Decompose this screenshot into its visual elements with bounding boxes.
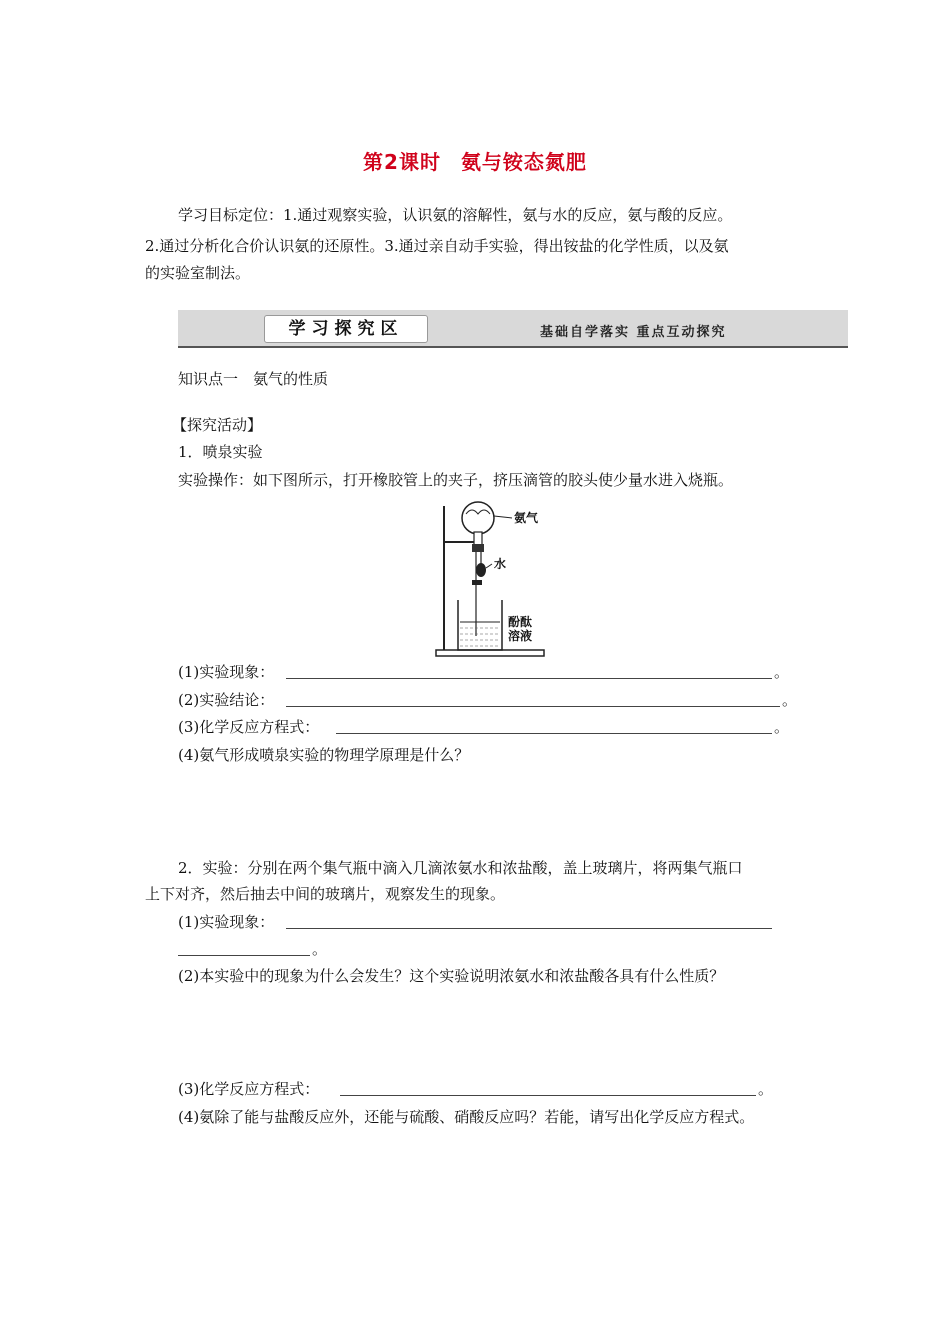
fountain-apparatus-figure <box>430 500 560 660</box>
item1-q1: (1)实验现象： <box>178 663 275 681</box>
end-mark-2: 。 <box>782 691 798 709</box>
label-phenolphthalein-2: 溶液 <box>508 629 533 643</box>
answer-line-4[interactable] <box>286 928 772 929</box>
title-lesson: 第2课时 <box>363 150 441 174</box>
objectives-line-2: 2.通过分析化合价认识氨的还原性。3.通过亲自动手实验，得出铵盐的化学性质，以及氨 <box>145 237 729 255</box>
title-topic: 氨与铵态氮肥 <box>460 150 587 174</box>
objectives-line-1: 学习目标定位：1.通过观察实验，认识氨的溶解性，氨与水的反应，氨与酸的反应。 <box>178 206 733 224</box>
section-title: 知识点一 氨气的性质 <box>178 370 329 388</box>
answer-line-5[interactable] <box>178 955 310 956</box>
item2-q4: (4)氨除了能与盐酸反应外，还能与硫酸、硝酸反应吗？若能，请写出化学反应方程式。 <box>178 1108 755 1126</box>
objectives-line-3: 的实验室制法。 <box>145 264 251 282</box>
item2-line-2: 上下对齐，然后抽去中间的玻璃片，观察发生的现象。 <box>145 885 506 903</box>
item1-q2: (2)实验结论： <box>178 691 275 709</box>
end-mark-5: 。 <box>758 1080 774 1098</box>
item1-heading: 1．喷泉实验 <box>178 443 263 461</box>
banner-subtitle: 基础自学落实 重点互动探究 <box>540 325 727 340</box>
activity-label: 【探究活动】 <box>172 416 263 434</box>
end-mark-3: 。 <box>774 718 790 736</box>
item2-q1: (1)实验现象： <box>178 913 275 931</box>
answer-line-2[interactable] <box>286 706 780 707</box>
answer-line-3[interactable] <box>336 733 772 734</box>
item1-q3: (3)化学反应方程式： <box>178 718 320 736</box>
label-ammonia: 氨气 <box>514 511 539 525</box>
end-mark-4: 。 <box>312 940 328 958</box>
item1-operation: 实验操作：如下图所示，打开橡胶管上的夹子，挤压滴管的胶头使少量水进入烧瓶。 <box>178 471 734 489</box>
item2-q2: (2)本实验中的现象为什么会发生？这个实验说明浓氨水和浓盐酸各具有什么性质？ <box>178 967 725 985</box>
label-water: 水 <box>494 557 507 571</box>
label-phenolphthalein-1: 酚酞 <box>508 615 533 629</box>
page-title <box>0 146 950 175</box>
banner-tab: 学习探究区 <box>264 315 428 343</box>
answer-line-6[interactable] <box>340 1095 756 1096</box>
item2-q3: (3)化学反应方程式： <box>178 1080 320 1098</box>
banner-divider <box>178 346 848 348</box>
answer-line-1[interactable] <box>286 678 772 679</box>
item2-line-1: 2．实验：分别在两个集气瓶中滴入几滴浓氨水和浓盐酸，盖上玻璃片，将两集气瓶口 <box>178 859 743 877</box>
item1-q4: (4)氨气形成喷泉实验的物理学原理是什么？ <box>178 746 470 764</box>
end-mark-1: 。 <box>774 663 790 681</box>
